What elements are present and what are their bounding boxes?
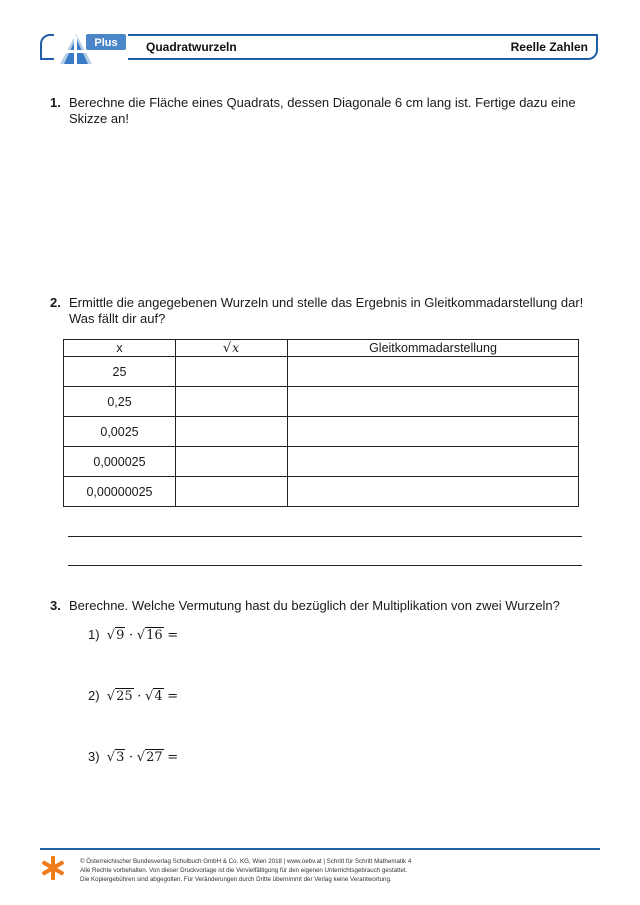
footer-copyright <box>80 857 411 884</box>
worksheet-topic: Reelle Zahlen <box>510 40 588 54</box>
radicand: 3 <box>116 750 125 765</box>
table-header-row <box>64 340 579 357</box>
worksheet-title: Quadratwurzeln <box>146 40 237 54</box>
task-1-line-2: Skizze an! <box>69 111 129 126</box>
formula-label: 2) <box>88 688 100 703</box>
cell-float[interactable] <box>288 417 579 447</box>
radicand: 25 <box>116 689 133 704</box>
radicand: 9 <box>116 628 125 643</box>
table-row <box>64 477 579 507</box>
cell-root[interactable] <box>176 417 288 447</box>
cell-x: 0,00000025 <box>64 477 176 507</box>
table-row <box>64 447 579 477</box>
answer-line[interactable] <box>68 536 582 537</box>
logo-text: Plus <box>94 37 118 49</box>
cell-float[interactable] <box>288 477 579 507</box>
footer-line-2: Alle Rechte vorbehalten. Von dieser Druckvorlage ist die Vervielfältigung für den eigenen Unterrichtsgebrauch gestattet. <box>80 867 408 874</box>
footer-divider <box>40 848 600 850</box>
radicand: 4 <box>154 689 163 704</box>
header-sqrt-x: √x <box>176 340 288 357</box>
task-1-line-1: Berechne die Fläche eines Quadrats, dessen Diagonale 6 cm lang ist. Fertige dazu eine <box>69 95 576 110</box>
cell-float[interactable] <box>288 357 579 387</box>
cell-root[interactable] <box>176 447 288 477</box>
task-3-number: 3. <box>50 598 61 613</box>
roots-table <box>63 339 579 507</box>
cell-x: 25 <box>64 357 176 387</box>
task-2-line-1: Ermittle die angegebenen Wurzeln und stelle das Ergebnis in Gleitkommadarstellung dar! <box>69 295 584 310</box>
formula-label: 1) <box>88 627 100 642</box>
cell-x: 0,0025 <box>64 417 176 447</box>
cell-x: 0,25 <box>64 387 176 417</box>
plus-logo-icon <box>52 30 130 66</box>
task-2-number: 2. <box>50 295 61 310</box>
formula-2: 2) √25 · √4 = <box>88 688 179 704</box>
task-3-line-1: Berechne. Welche Vermutung hast du bezüglich der Multiplikation von zwei Wurzeln? <box>69 598 560 613</box>
task-3-text <box>69 598 560 614</box>
formula-1: 1) √9 · √16 = <box>88 627 179 643</box>
task-1-text <box>69 95 576 127</box>
cell-root[interactable] <box>176 387 288 417</box>
header-float: Gleitkommadarstellung <box>288 340 579 357</box>
answer-line[interactable] <box>68 565 582 566</box>
task-2-line-2: Was fällt dir auf? <box>69 311 166 326</box>
footer-line-1: © Österreichischer Bundesverlag Schulbuch GmbH & Co. KG, Wien 2018 | www.oebv.at | Schritt für Schritt Mathematik 4 <box>80 858 412 865</box>
cell-root[interactable] <box>176 357 288 387</box>
formula-label: 3) <box>88 749 100 764</box>
cell-root[interactable] <box>176 477 288 507</box>
table-row <box>64 387 579 417</box>
header-x: x <box>64 340 176 357</box>
task-1-number: 1. <box>50 95 61 110</box>
task-2-text <box>69 295 583 327</box>
table-row <box>64 357 579 387</box>
cell-x: 0,000025 <box>64 447 176 477</box>
footer-line-3: Die Kopiergebühren sind abgegolten. Für Veränderungen durch Dritte übernimmt der Verlag keine Verantwortung. <box>80 876 392 883</box>
table-row <box>64 417 579 447</box>
formula-3: 3) √3 · √27 = <box>88 749 179 765</box>
radicand: 27 <box>146 750 163 765</box>
cell-float[interactable] <box>288 447 579 477</box>
radicand: 16 <box>146 628 163 643</box>
cell-float[interactable] <box>288 387 579 417</box>
publisher-star-icon <box>40 855 66 881</box>
